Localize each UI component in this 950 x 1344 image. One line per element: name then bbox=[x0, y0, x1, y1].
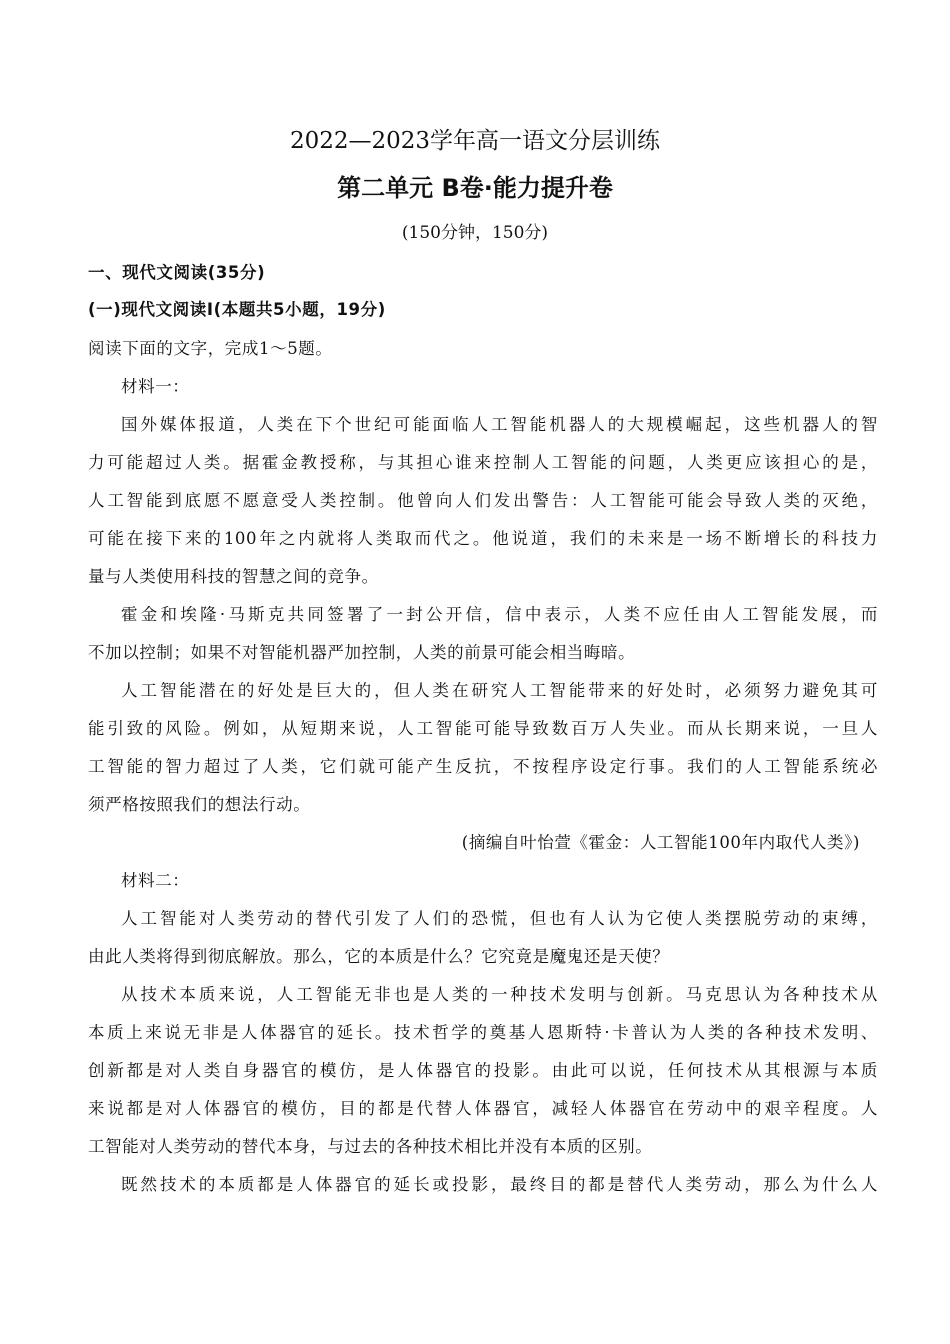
material-one-label: 材料一： bbox=[121, 377, 190, 396]
time-score-note: (150分钟，150分) bbox=[401, 223, 549, 243]
paragraph-line: 量与人类使用科技的智慧之间的竞争。 bbox=[88, 567, 379, 586]
paragraph-line: 从技术本质来说，人工智能无非也是人类的一种技术发明与创新。马克思认为各种技术从 bbox=[121, 985, 878, 1004]
paragraph-line: 工智能的智力超过了人类，它们就可能产生反抗，不按程序设定行事。我们的人工智能系统必 bbox=[88, 757, 878, 776]
section-heading-part-one: 一、现代文阅读(35分) bbox=[88, 263, 266, 282]
paragraph-line: 本质上来说无非是人体器官的延长。技术哲学的奠基人恩斯特·卡普认为人类的各种技术发明、 bbox=[88, 1023, 878, 1042]
reading-instruction: 阅读下面的文字，完成1～5题。 bbox=[88, 339, 333, 358]
paragraph-line: 创新都是对人类自身器官的模仿，是人体器官的投影。由此可以说，任何技术从其根源与本质 bbox=[88, 1061, 878, 1080]
document-title: 2022—2023学年高一语文分层训练 bbox=[289, 128, 661, 154]
paragraph-line: 国外媒体报道，人类在下个世纪可能面临人工智能机器人的大规模崛起，这些机器人的智 bbox=[121, 415, 878, 434]
paragraph-line: 由此人类将得到彻底解放。那么，它的本质是什么？它究竟是魔鬼还是天使？ bbox=[88, 947, 670, 966]
paragraph-line: 来说都是对人体器官的模仿，目的都是代替人体器官，减轻人体器官在劳动中的艰辛程度。人 bbox=[88, 1099, 878, 1118]
material-one-source: (摘编自叶怡萱《霍金：人工智能100年内取代人类》) bbox=[461, 833, 860, 852]
section-subheading: (一)现代文阅读Ⅰ(本题共5小题，19分) bbox=[88, 300, 386, 319]
paragraph-line: 须严格按照我们的想法行动。 bbox=[88, 795, 311, 814]
paragraph-line: 人工智能对人类劳动的替代引发了人们的恐慌，但也有人认为它使人类摆脱劳动的束缚， bbox=[121, 909, 878, 928]
paragraph-line: 力可能超过人类。据霍金教授称，与其担心谁来控制人工智能的问题，人类更应该担心的是， bbox=[88, 453, 878, 472]
paragraph-line: 可能在接下来的100年之内就将人类取而代之。他说道，我们的未来是一场不断增长的科技力 bbox=[88, 529, 878, 548]
paragraph-line: 工智能对人类劳动的替代本身，与过去的各种技术相比并没有本质的区别。 bbox=[88, 1137, 653, 1156]
paragraph-line: 人工智能到底愿不愿意受人类控制。他曾向人们发出警告：人工智能可能会导致人类的灭绝， bbox=[88, 491, 878, 510]
paragraph-line: 能引致的风险。例如，从短期来说，人工智能可能导致数百万人失业。而从长期来说，一旦人 bbox=[88, 719, 878, 738]
paragraph-line: 既然技术的本质都是人体器官的延长或投影，最终目的都是替代人类劳动，那么为什么人 bbox=[121, 1175, 878, 1194]
paragraph-line: 霍金和埃隆·马斯克共同签署了一封公开信，信中表示，人类不应任由人工智能发展，而 bbox=[121, 605, 878, 624]
paragraph-line: 人工智能潜在的好处是巨大的，但人类在研究人工智能带来的好处时，必须努力避免其可 bbox=[121, 681, 878, 700]
material-two-label: 材料二： bbox=[121, 871, 190, 890]
document-subtitle: 第二单元 B卷·能力提升卷 bbox=[337, 174, 613, 202]
paragraph-line: 不加以控制；如果不对智能机器严加控制，人类的前景可能会相当晦暗。 bbox=[88, 643, 636, 662]
